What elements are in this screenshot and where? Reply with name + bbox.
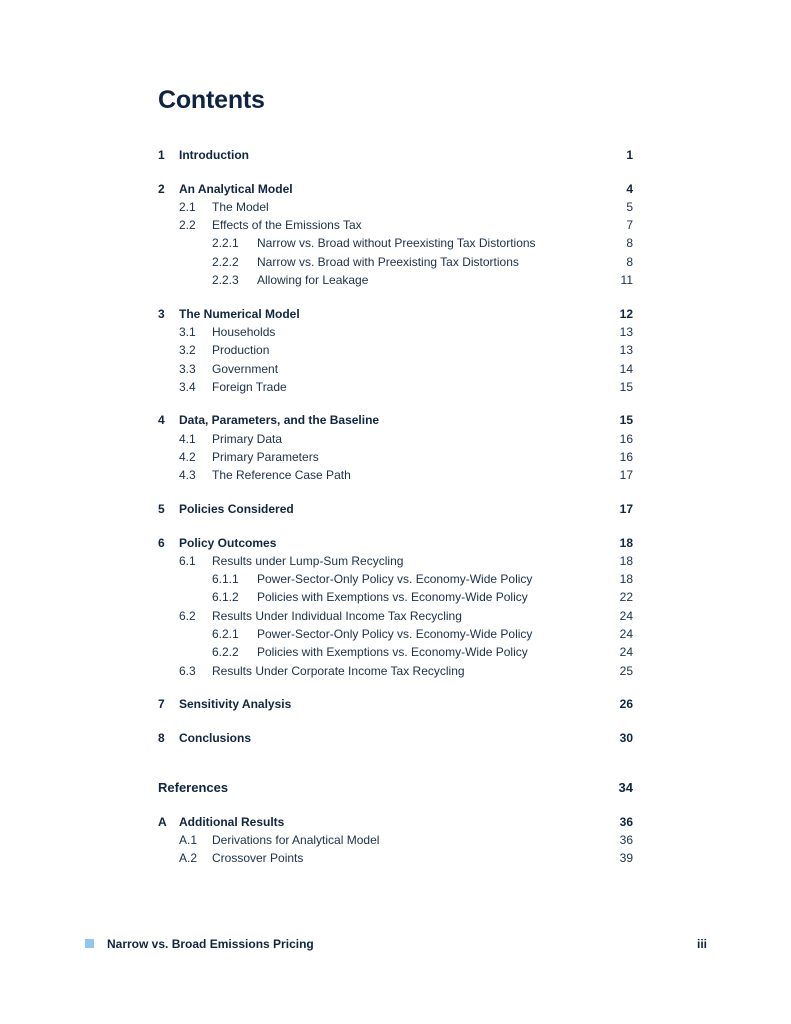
toc-label: Policies Considered: [179, 501, 294, 516]
toc-number: 6.2: [179, 608, 196, 623]
toc-entry-6[interactable]: [158, 534, 633, 552]
toc-number: 2.2: [179, 218, 196, 233]
footer-title: Narrow vs. Broad Emissions Pricing: [107, 937, 314, 951]
toc-label: An Analytical Model: [179, 181, 293, 196]
toc-number: 4.3: [179, 468, 196, 483]
toc-page: 36: [619, 814, 633, 829]
toc-page: 24: [619, 645, 633, 660]
toc-entry-6-3[interactable]: [158, 662, 633, 680]
toc-page: 13: [619, 343, 633, 358]
toc-entry-3-1[interactable]: [158, 323, 633, 341]
toc-page: 17: [619, 468, 633, 483]
toc-entry-2-2-2[interactable]: [158, 253, 633, 271]
toc-number: 6.3: [179, 663, 196, 678]
toc-label: Narrow vs. Broad with Preexisting Tax Distortions: [257, 254, 519, 269]
toc-number: A.2: [179, 851, 198, 866]
toc-page: 18: [619, 572, 633, 587]
toc-number: 4.1: [179, 431, 196, 446]
toc-number: 3: [158, 306, 165, 321]
toc-entry-3-2[interactable]: [158, 341, 633, 359]
toc-number: 7: [158, 697, 165, 712]
toc-number: 2.2.1: [212, 236, 239, 251]
toc-entry-6-2-2[interactable]: [158, 643, 633, 661]
toc-label: Narrow vs. Broad without Preexisting Tax Distortions: [257, 236, 536, 251]
toc-page: 24: [619, 627, 633, 642]
toc-page: 36: [619, 832, 633, 847]
toc-label: Conclusions: [179, 730, 252, 745]
toc-page: 15: [619, 379, 633, 394]
toc-page: 39: [619, 851, 633, 866]
toc-label: Results Under Individual Income Tax Recycling: [212, 608, 462, 623]
toc-page: 5: [626, 199, 633, 214]
toc-page: 22: [619, 590, 633, 605]
toc-number: 4.2: [179, 450, 196, 465]
toc-entry-3-4[interactable]: [158, 378, 633, 396]
toc-number: 6.2.1: [212, 627, 239, 642]
toc-label: Results under Lump-Sum Recycling: [212, 553, 404, 568]
toc-label: Policy Outcomes: [179, 535, 277, 550]
toc-entry-6-1[interactable]: [158, 552, 633, 570]
toc-page: 12: [619, 306, 633, 321]
toc-number: 2.2.3: [212, 273, 239, 288]
page-title: Contents: [158, 86, 265, 114]
toc-entry-2-2[interactable]: [158, 216, 633, 234]
toc-number: 2.1: [179, 199, 196, 214]
toc-number: 3.2: [179, 343, 196, 358]
toc-entry-references[interactable]: [158, 779, 633, 797]
toc-number: 3.4: [179, 379, 196, 394]
toc-number: 6.1: [179, 553, 196, 568]
toc-page: 25: [619, 663, 633, 678]
toc-number: 6.2.2: [212, 645, 239, 660]
toc-label: Allowing for Leakage: [257, 273, 369, 288]
toc-label: Foreign Trade: [212, 379, 287, 394]
toc-entry-8[interactable]: [158, 729, 633, 747]
toc-entry-6-1-2[interactable]: [158, 588, 633, 606]
toc-label: Primary Data: [212, 431, 283, 446]
toc-entry-2-2-3[interactable]: [158, 271, 633, 289]
toc-label: Primary Parameters: [212, 450, 319, 465]
footer-page-number: iii: [696, 937, 707, 951]
toc-page: 8: [626, 236, 633, 251]
toc-entry-7[interactable]: [158, 695, 633, 713]
toc-page: 16: [619, 431, 633, 446]
toc-label: Effects of the Emissions Tax: [212, 218, 362, 233]
toc-number: 2.2.2: [212, 254, 239, 269]
toc-entry-a-2[interactable]: [158, 849, 633, 867]
toc-label: Results Under Corporate Income Tax Recycling: [212, 663, 465, 678]
toc-number: 6.1.1: [212, 572, 239, 587]
toc-label: Sensitivity Analysis: [179, 697, 292, 712]
toc-entry-appendix-a[interactable]: [158, 813, 633, 831]
toc-label: The Numerical Model: [179, 306, 300, 321]
toc-page: 1: [626, 148, 633, 162]
toc-entry-4-1[interactable]: [158, 430, 633, 448]
toc-number: 4: [158, 413, 165, 428]
toc-label: Households: [212, 324, 276, 339]
toc-label: References: [158, 780, 229, 796]
toc-number: 6: [158, 535, 165, 550]
page-footer: [85, 936, 707, 952]
toc-page: 16: [619, 450, 633, 465]
toc-number: A: [158, 814, 167, 829]
toc-entry-2-2-1[interactable]: [158, 234, 633, 252]
toc-entry-6-1-1[interactable]: [158, 570, 633, 588]
toc-entry-1[interactable]: [158, 146, 633, 164]
toc-page: 26: [619, 697, 633, 712]
toc-entry-4[interactable]: [158, 411, 633, 429]
toc-page: 4: [626, 181, 633, 196]
toc-page: 18: [619, 553, 633, 568]
toc-entry-2-1[interactable]: [158, 198, 633, 216]
toc-label: Introduction: [179, 148, 249, 162]
toc-number: 3.3: [179, 361, 196, 376]
toc-label: Additional Results: [179, 814, 285, 829]
toc-number: 1: [158, 148, 165, 162]
toc-label: Production: [212, 343, 270, 358]
toc-page: 24: [619, 608, 633, 623]
toc-entry-a-1[interactable]: [158, 831, 633, 849]
table-of-contents: [158, 146, 633, 868]
toc-entry-3[interactable]: [158, 305, 633, 323]
toc-label: Crossover Points: [212, 851, 304, 866]
toc-page: 14: [619, 361, 633, 376]
toc-number: 5: [158, 501, 165, 516]
toc-page: 30: [619, 730, 633, 745]
toc-entry-4-3[interactable]: [158, 466, 633, 484]
toc-label: Policies with Exemptions vs. Economy-Wide Policy: [257, 645, 528, 660]
toc-label: Policies with Exemptions vs. Economy-Wide Policy: [257, 590, 528, 605]
toc-label: Power-Sector-Only Policy vs. Economy-Wide Policy: [257, 627, 533, 642]
toc-label: Government: [212, 361, 279, 376]
toc-page: 8: [626, 254, 633, 269]
square-bullet-icon: [85, 939, 94, 948]
toc-label: Power-Sector-Only Policy vs. Economy-Wide Policy: [257, 572, 533, 587]
toc-page: 11: [620, 273, 633, 288]
toc-label: The Model: [212, 199, 269, 214]
toc-entry-4-2[interactable]: [158, 448, 633, 466]
toc-number: 8: [158, 730, 165, 745]
toc-page: 7: [626, 218, 633, 233]
toc-entry-3-3[interactable]: [158, 360, 633, 378]
toc-label: Data, Parameters, and the Baseline: [179, 413, 380, 428]
toc-page: 15: [619, 413, 633, 428]
toc-entry-6-2-1[interactable]: [158, 625, 633, 643]
toc-number: 6.1.2: [212, 590, 239, 605]
toc-entry-2[interactable]: [158, 180, 633, 198]
toc-entry-5[interactable]: [158, 500, 633, 518]
toc-number: A.1: [179, 832, 198, 847]
toc-page: 34: [618, 780, 633, 796]
toc-page: 18: [619, 535, 633, 550]
toc-label: The Reference Case Path: [212, 468, 351, 483]
toc-page: 17: [619, 501, 633, 516]
toc-number: 2: [158, 181, 165, 196]
toc-number: 3.1: [179, 324, 196, 339]
toc-page: 13: [619, 324, 633, 339]
toc-label: Derivations for Analytical Model: [212, 832, 380, 847]
toc-entry-6-2[interactable]: [158, 607, 633, 625]
